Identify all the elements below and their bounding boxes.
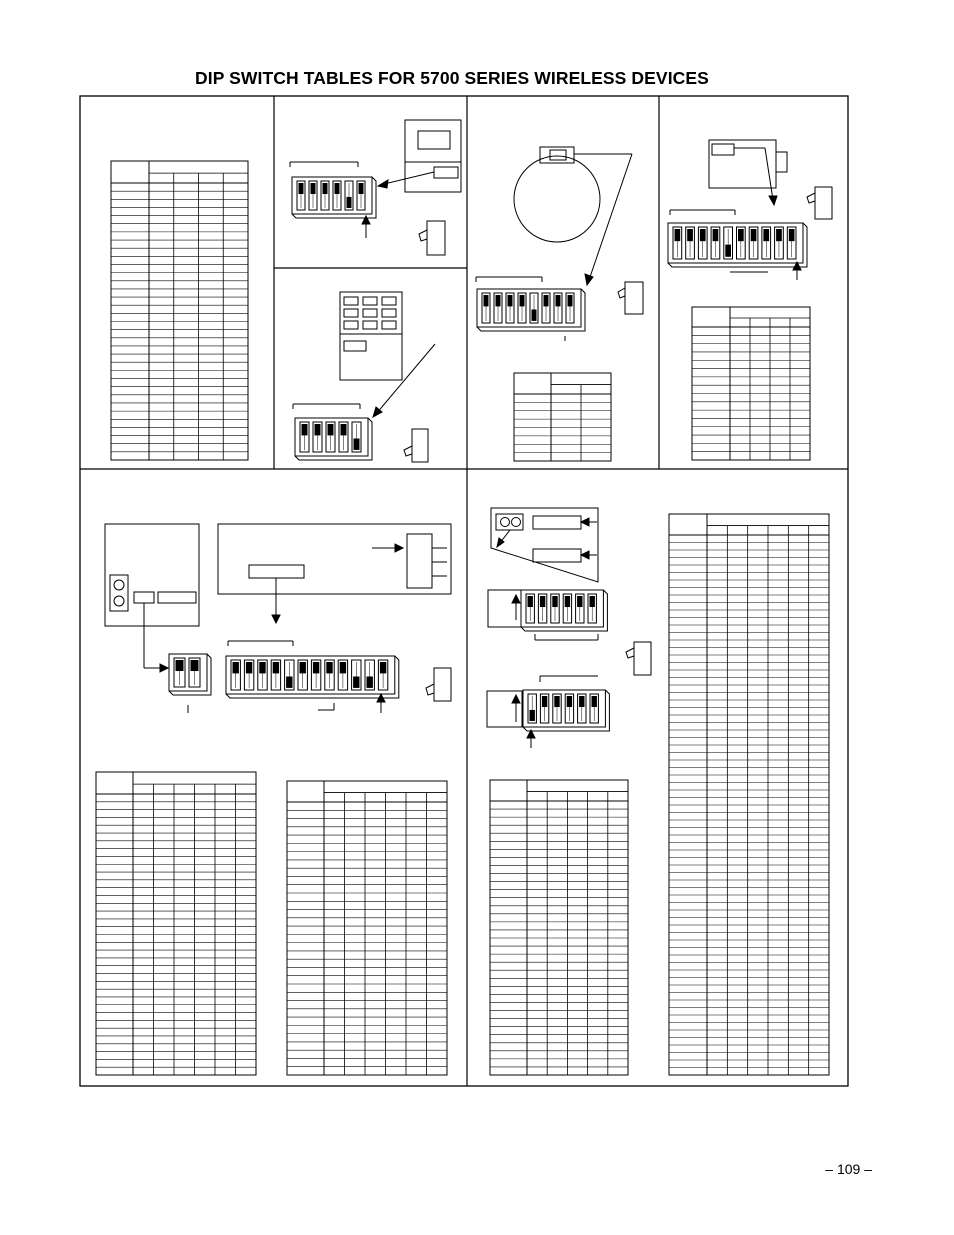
table-border <box>111 161 248 460</box>
dip-table <box>96 772 256 1075</box>
table-border <box>287 781 447 1075</box>
dip-switch-bank <box>477 289 585 331</box>
dip-switch-bank <box>169 654 211 695</box>
page-number: – 109 – <box>825 1161 872 1177</box>
dip-switch-bank <box>226 656 399 698</box>
dip-switch-bank <box>523 690 609 731</box>
dip-table <box>669 514 829 1075</box>
table-border <box>514 373 611 461</box>
dip-table <box>111 161 248 460</box>
tables-layer <box>96 161 829 1075</box>
table-border <box>490 780 628 1075</box>
dip-switch-bank <box>292 177 376 218</box>
dip-table <box>514 373 611 461</box>
page-title: DIP SWITCH TABLES FOR 5700 SERIES WIRELESS DEVICES <box>195 68 709 88</box>
dip-table <box>692 307 810 460</box>
dip-switch-bank <box>668 223 807 267</box>
dip-switch-bank <box>521 590 607 631</box>
table-border <box>669 514 829 1075</box>
switch-bank-body <box>477 289 581 327</box>
dip-table <box>490 780 628 1075</box>
dip-switch-bank <box>295 418 372 460</box>
table-border <box>692 307 810 460</box>
dip-table <box>287 781 447 1075</box>
